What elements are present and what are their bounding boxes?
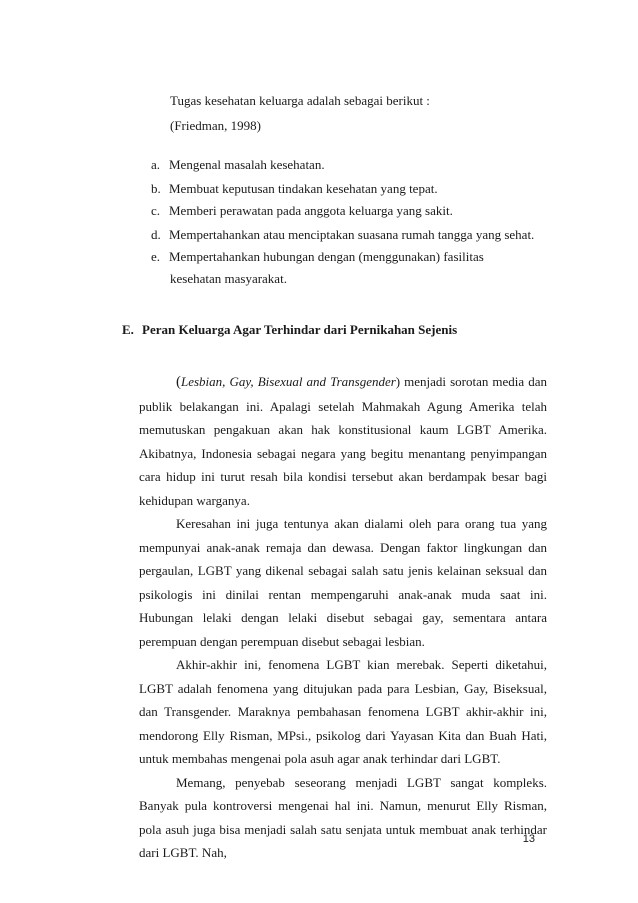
intro-citation: (Friedman, 1998)	[170, 118, 261, 133]
section-heading	[122, 322, 457, 338]
list-text: Mempertahankan hubungan dengan (menggunakan) fasilitas	[169, 249, 484, 264]
list-text: Memberi perawatan pada anggota keluarga yang sakit.	[169, 203, 453, 218]
lgbt-term: Lesbian, Gay, Bisexual and Transgender	[181, 374, 396, 389]
paragraph	[139, 370, 547, 512]
paragraph: Akhir-akhir ini, fenomena LGBT kian merebak. Seperti diketahui, LGBT adalah fenomena yang ditujukan pada para Lesbian, Gay, Biseksual, dan Transgender. Maraknya pembahasan fenomena LGBT akhir-akhir ini, mendorong Elly Risman, MPsi., psikolog dari Yayasan Kita dan Buah Hati, untuk membahas mengenai pola asuh agar anak terhindar dari LGBT.	[139, 657, 547, 766]
list-item	[151, 181, 438, 197]
list-text: Mengenal masalah kesehatan.	[169, 157, 325, 172]
list-label: c.	[151, 203, 161, 218]
paragraph-lead-paren: (	[176, 374, 181, 390]
list-text: Membuat keputusan tindakan kesehatan yang tepat.	[169, 181, 438, 196]
page-number: 13	[522, 833, 535, 845]
paragraph-text: ) menjadi sorotan media dan publik belakangan ini. Apalagi setelah Mahmakah Agung Amerika telah memutuskan pengakuan akan hak konstitusional kaum LGBT Amerika. Akibatnya, Indonesia sebagai negara yang begitu menantang penyimpangan cara hidup ini turut resah bila kondisi tersebut akan berdampak besar bagi kehidupan warganya.	[139, 374, 547, 508]
list-label: a.	[151, 157, 161, 172]
list-label: d.	[151, 227, 161, 242]
list-label: e.	[151, 249, 161, 264]
list-item	[151, 203, 453, 219]
list-item	[151, 249, 484, 265]
list-label: b.	[151, 181, 161, 196]
paragraph: Memang, penyebab seseorang menjadi LGBT sangat kompleks. Banyak pula kontroversi mengenai hal ini. Namun, menurut Elly Risman, pola asuh juga bisa menjadi salah satu senjata untuk membuat anak terhindar dari LGBT. Nah,	[139, 774, 547, 860]
paragraph: Keresahan ini juga tentunya akan dialami oleh para orang tua yang mempunyai anak-anak remaja dan dewasa. Dengan faktor lingkungan dan pergaulan, LGBT yang dikenal sebagai salah satu jenis kelainan seksual dan psikologis ini dinilai rentan mempengaruhi anak-anak muda saat ini. Hubungan lelaki dengan lelaki disebut sebagai gay, sementara antara perempuan dengan perempuan disebut sebagai lesbian.	[139, 516, 547, 649]
list-item	[151, 157, 325, 173]
intro-line-1: Tugas kesehatan keluarga adalah sebagai berikut :	[170, 93, 430, 108]
list-item	[151, 227, 534, 243]
list-text: Mempertahankan atau menciptakan suasana rumah tangga yang sehat.	[169, 227, 535, 242]
body-text	[139, 370, 547, 865]
section-title: Peran Keluarga Agar Terhindar dari Pernikahan Sejenis	[142, 322, 458, 337]
section-letter: E.	[122, 322, 134, 337]
list-item-continuation: kesehatan masyarakat.	[170, 271, 287, 286]
